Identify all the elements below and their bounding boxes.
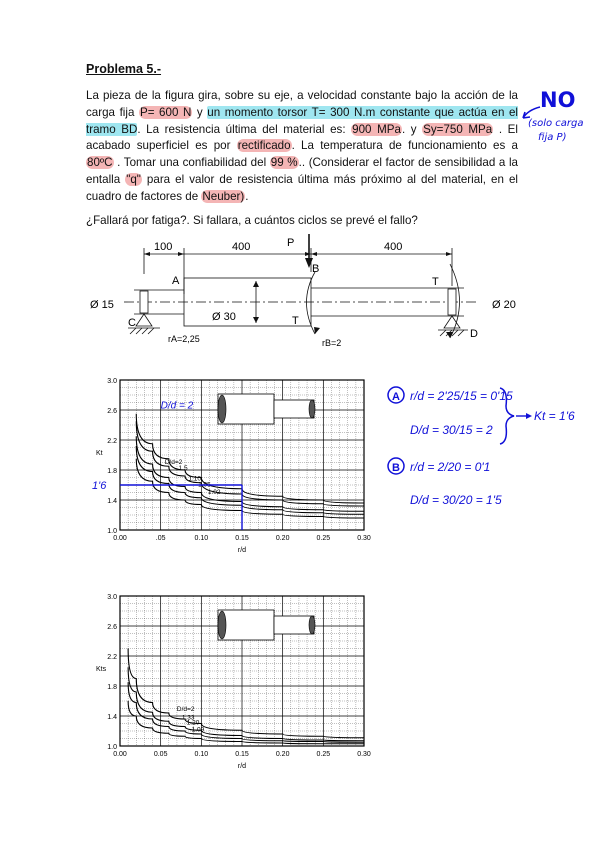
y-tick-label: 1.0 xyxy=(107,744,117,751)
inset-shaft-sketch xyxy=(218,610,315,640)
label-a: A xyxy=(172,275,180,287)
statement-text: . La temperatura de funcionamiento es a xyxy=(291,139,518,153)
statement-text: y xyxy=(192,105,208,119)
label-b: B xyxy=(312,263,320,275)
statement-text: . El acabado superficiel es por xyxy=(86,122,518,153)
x-tick-label: 0.15 xyxy=(235,535,249,542)
x-tick-label: 0.05 xyxy=(153,751,168,758)
x-axis-label: r/d xyxy=(237,547,247,554)
highlight-ultimate-strength: 900 MPa xyxy=(352,122,401,136)
highlight-yield-strength: Sy=750 MPa xyxy=(423,122,493,136)
label-t-center: T xyxy=(292,315,299,327)
problem-title: Problema 5.- xyxy=(86,62,162,76)
handwritten-note-line1: (solo carga xyxy=(528,118,584,129)
radius-a-label: rA=2,25 xyxy=(168,334,200,344)
series-label: 1.02 xyxy=(207,489,221,496)
y-tick-label: 1.8 xyxy=(107,468,117,475)
chart-kt-annotation: 1'6 xyxy=(92,480,107,492)
statement-text: La pieza de la figura gira, sobre su eje, a velocidad constante bajo la acción de la carga fija xyxy=(86,89,518,119)
y-axis-label: Kt xyxy=(96,450,103,457)
inset-shaft-sketch xyxy=(218,394,315,424)
y-tick-label: 1.0 xyxy=(107,528,117,535)
highlight-torque: un momento torsor T= 300 N.m constante que actúa en el tramo BD xyxy=(86,105,519,136)
annotation-a-dd: D/d = 30/15 = 2 xyxy=(410,423,493,437)
handwritten-note-line2: fija P) xyxy=(538,132,567,143)
chart-dd-annotation: D/d = 2 xyxy=(160,400,194,412)
series-label: 1.5 xyxy=(178,465,188,472)
annotation-b-dd: D/d = 30/20 = 1'5 xyxy=(410,493,502,507)
series-line-1 xyxy=(128,667,364,741)
highlight-temperature: 80ºC xyxy=(87,156,113,170)
y-tick-label: 2.6 xyxy=(107,408,117,415)
annotation-a-label: A xyxy=(392,391,400,403)
x-axis-label: r/d xyxy=(237,763,247,770)
x-tick-label: 0.25 xyxy=(316,751,331,758)
series-label: 1.20 xyxy=(186,719,200,727)
y-tick-label: 2.6 xyxy=(107,624,117,631)
x-tick-label: 0.00 xyxy=(113,751,127,758)
y-tick-label: 1.4 xyxy=(107,714,117,721)
x-tick-label: 0.30 xyxy=(357,751,371,758)
label-t-right: T xyxy=(432,276,439,288)
label-d: D xyxy=(470,328,478,340)
series-label: D/d=2 xyxy=(164,459,183,466)
series-label: 1.05 xyxy=(198,481,211,489)
series-line-0 xyxy=(128,649,364,738)
y-tick-label: 1.8 xyxy=(107,684,117,691)
x-tick-label: 0.10 xyxy=(194,751,209,758)
statement-text: . xyxy=(245,189,249,203)
y-tick-label: 3.0 xyxy=(107,378,117,385)
x-tick-label: 0.30 xyxy=(357,535,371,542)
x-tick-label: 0.20 xyxy=(275,751,290,758)
statement-text: . La resistencia última del material es: xyxy=(137,122,352,136)
dim-400-left: 400 xyxy=(232,241,251,253)
y-tick-label: 3.0 xyxy=(107,594,117,601)
kts-torsion-chart xyxy=(88,588,378,778)
y-tick-label: 2.2 xyxy=(107,654,117,661)
y-tick-label: 1.4 xyxy=(107,498,117,505)
series-label: 1.10 xyxy=(188,475,201,483)
x-tick-label: 0.20 xyxy=(275,535,290,542)
highlight-reliability: 99 % xyxy=(270,156,298,170)
handwritten-no: NO xyxy=(540,88,576,112)
diameter-30: Ø 30 xyxy=(212,311,236,323)
series-label: 1.33 xyxy=(181,714,195,722)
problem-statement xyxy=(86,88,518,206)
highlight-neuber: Neuber) xyxy=(202,189,245,203)
statement-text: para el valor de resistencia última más próximo al del material, en el cuadro de factores de xyxy=(86,172,518,203)
x-tick-label: 0.00 xyxy=(113,535,127,542)
diameter-20: Ø 20 xyxy=(492,299,516,311)
label-c: C xyxy=(128,317,136,329)
highlight-q: "q" xyxy=(126,172,141,186)
statement-text: . y xyxy=(401,122,423,136)
y-axis-label: Kts xyxy=(96,666,107,673)
x-tick-label: 0.15 xyxy=(235,751,249,758)
dim-100: 100 xyxy=(154,241,173,253)
diameter-15: Ø 15 xyxy=(90,299,114,311)
radius-b-label: rB=2 xyxy=(322,338,342,348)
series-label: 1.09 xyxy=(191,726,205,734)
statement-text: .. (Considerar el factor de sensibilidad a la entalla xyxy=(86,156,518,186)
kt-bending-chart xyxy=(88,372,378,562)
annotation-a-rd: r/d = 2'25/15 = 0'15 xyxy=(410,389,513,403)
handwritten-calculations xyxy=(384,380,600,510)
highlight-load: P= 600 N xyxy=(139,105,192,119)
statement-text: . Tomar una confiabilidad del xyxy=(113,156,270,170)
annotation-b-label: B xyxy=(392,462,400,474)
dim-400-right: 400 xyxy=(384,241,403,253)
highlight-finish: rectificado xyxy=(237,139,291,153)
series-label: D/d=2 xyxy=(176,706,195,713)
shaft-figure xyxy=(84,234,524,360)
x-tick-label: 0.10 xyxy=(194,535,209,542)
x-tick-label: .05 xyxy=(155,535,166,542)
label-p: P xyxy=(287,237,295,249)
annotation-b-rd: r/d = 2/20 = 0'1 xyxy=(410,460,491,474)
y-tick-label: 2.2 xyxy=(107,438,117,445)
annotation-kt-result: Kt = 1'6 xyxy=(534,409,575,423)
x-tick-label: 0.25 xyxy=(316,535,331,542)
question-text: ¿Fallará por fatiga?. Si fallara, a cuántos ciclos se prevé el fallo? xyxy=(86,214,418,227)
